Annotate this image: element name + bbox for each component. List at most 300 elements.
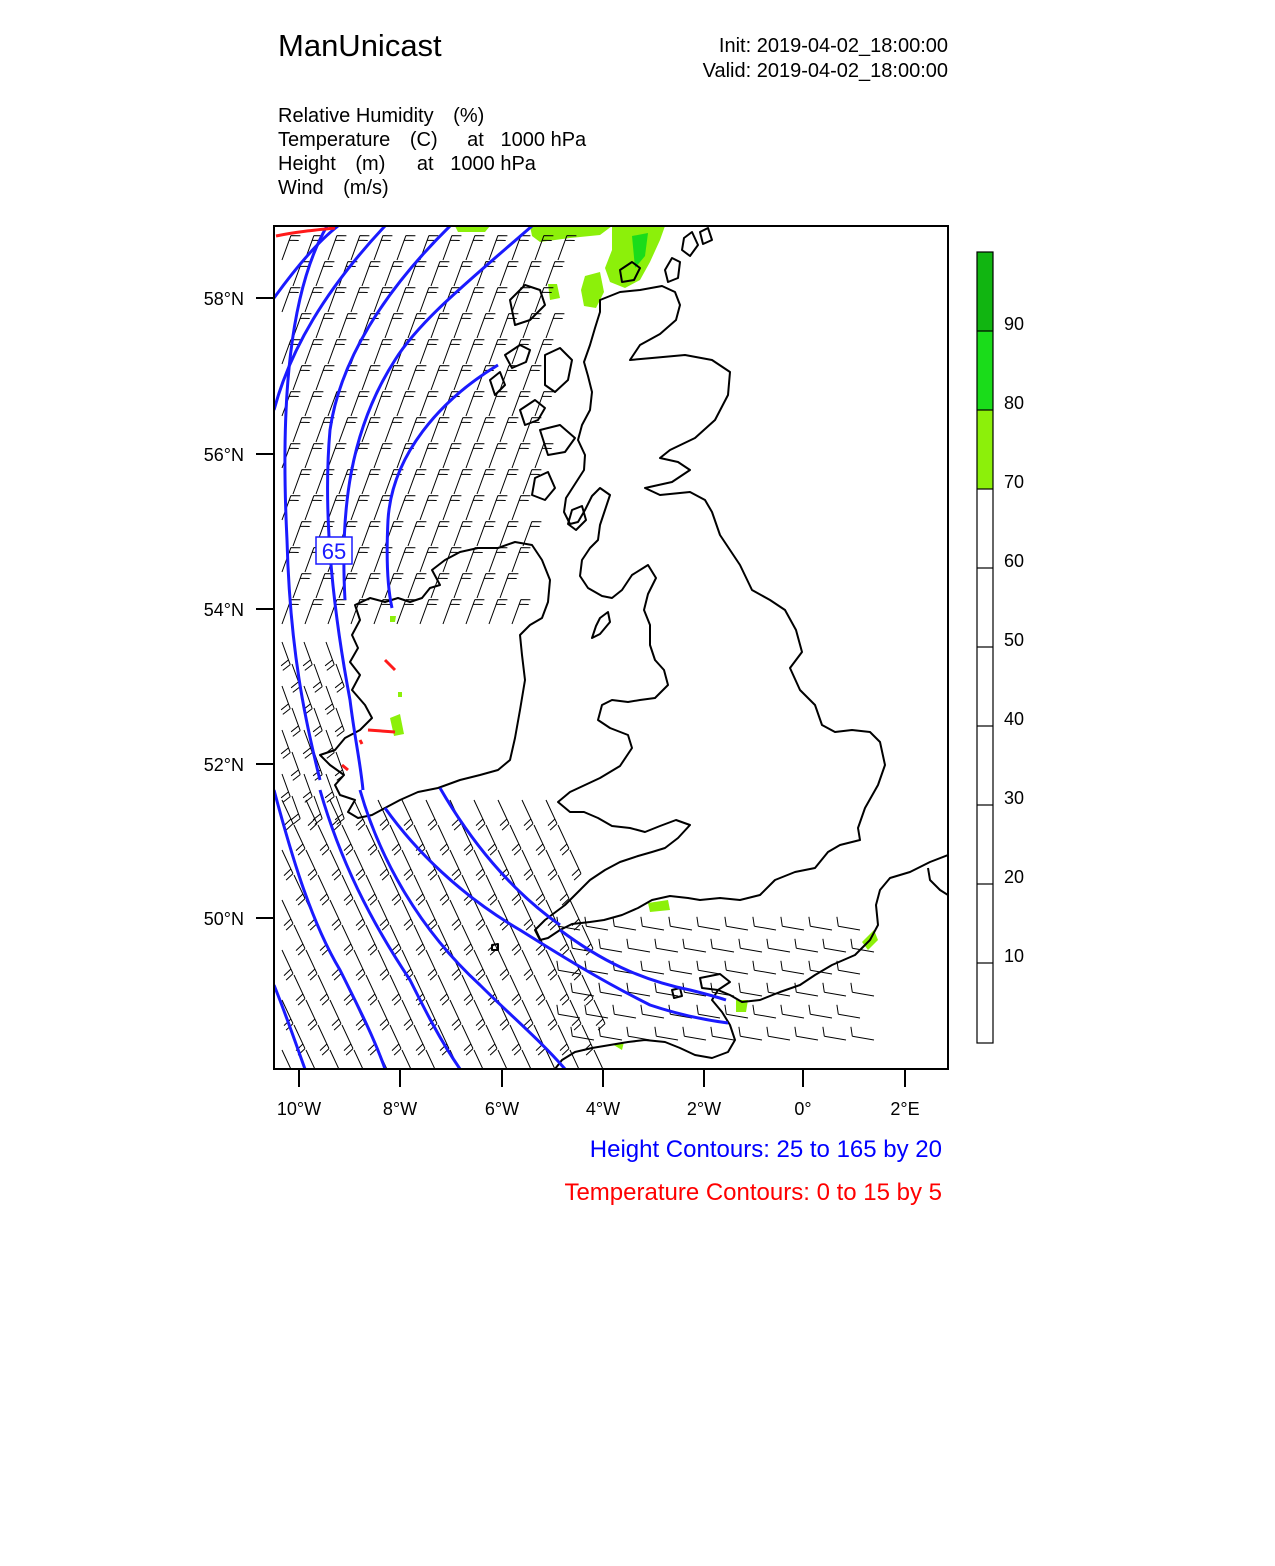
wind-barb [374, 548, 392, 572]
wind-barbs [281, 236, 874, 1081]
wind-barb [535, 392, 553, 416]
wind-barb [378, 800, 389, 830]
wind-barb [390, 825, 401, 855]
wind-barb [655, 939, 678, 952]
wind-barb [366, 975, 377, 1005]
wind-barb [683, 1027, 706, 1040]
wind-barb [306, 1050, 317, 1080]
height-contour-note: Height Contours: 25 to 165 by 20 [589, 1136, 942, 1163]
contour-label-box [316, 537, 352, 564]
colorbar-label: 60 [1004, 551, 1025, 571]
colorbar-label: 30 [1004, 788, 1025, 808]
wind-barb [454, 366, 472, 390]
wind-barb [431, 262, 449, 286]
wind-barb [316, 314, 334, 338]
wind-barb [641, 961, 664, 974]
wind-barb [474, 800, 485, 830]
wind-barb [339, 418, 357, 442]
wind-barb [489, 444, 507, 468]
wind-barb [306, 850, 317, 880]
temperature-contour-note: Temperature Contours: 0 to 15 by 5 [564, 1179, 942, 1206]
temperature-contour [368, 730, 395, 732]
wind-barb [330, 1000, 341, 1030]
wind-barb [431, 418, 449, 442]
wind-barb [339, 314, 357, 338]
wind-barb [378, 950, 389, 980]
wind-barb [739, 939, 762, 952]
wind-barb [466, 392, 484, 416]
wind-barb [426, 950, 437, 980]
wind-barb [486, 825, 497, 855]
wind-barb [500, 262, 518, 286]
wind-barb [450, 1000, 461, 1030]
wind-barb [558, 875, 569, 905]
lat-labels [204, 289, 244, 929]
temperature-contour [385, 660, 395, 670]
wind-barb [316, 262, 334, 286]
wind-barb [303, 642, 312, 670]
wind-barb [402, 850, 413, 880]
wind-barb [339, 262, 357, 286]
wind-barb [325, 642, 334, 670]
wind-barb [426, 800, 437, 830]
wind-barb [697, 917, 720, 930]
wind-barb [613, 917, 636, 930]
wind-barb [443, 444, 461, 468]
wind-barb [498, 1050, 509, 1080]
wind-barb [408, 470, 426, 494]
wind-barb [420, 600, 438, 624]
coastline-shetland [665, 258, 680, 282]
wind-barb [385, 314, 403, 338]
wind-barb [316, 470, 334, 494]
wind-barb [397, 288, 415, 312]
wind-barb [725, 961, 748, 974]
wind-barb [466, 496, 484, 520]
field-unit: (m) [355, 153, 386, 175]
field-name: Relative Humidity [278, 105, 434, 127]
wind-barb [354, 950, 365, 980]
wind-barb [823, 939, 846, 952]
coastline-mull [540, 425, 575, 455]
wind-barb [293, 574, 311, 598]
wind-barb [523, 522, 541, 546]
wind-barb [318, 825, 329, 855]
wind-barb [837, 1005, 860, 1018]
coastline-ireland [320, 542, 550, 818]
wind-barb [362, 522, 380, 546]
wind-barb [374, 236, 392, 260]
wind-barb [466, 548, 484, 572]
wind-barb [318, 1025, 329, 1055]
wind-barb [330, 850, 341, 880]
lon-label: 2°E [890, 1099, 920, 1119]
coastline-scilly [492, 944, 498, 950]
wind-barb [837, 961, 860, 974]
wind-barb [408, 366, 426, 390]
wind-barb [512, 444, 530, 468]
wind-barb [454, 522, 472, 546]
wind-barb [558, 1025, 569, 1055]
wind-barb [282, 950, 293, 980]
wind-barb [328, 496, 346, 520]
wind-barb [282, 548, 300, 572]
wind-barb [318, 875, 329, 905]
lon-label: 6°W [484, 1099, 520, 1119]
wind-barb [431, 470, 449, 494]
wind-barb [711, 939, 734, 952]
wind-barb [454, 262, 472, 286]
wind-barb [351, 392, 369, 416]
wind-barb [438, 975, 449, 1005]
wind-barb [402, 800, 413, 830]
coastlines [320, 228, 948, 1069]
field-name: Height [278, 153, 336, 175]
field-name: Wind [278, 177, 324, 199]
wind-barb [466, 236, 484, 260]
wind-barb [426, 1050, 437, 1080]
wind-barb [305, 392, 323, 416]
wind-barb [351, 496, 369, 520]
wind-barb [558, 975, 569, 1005]
wind-barb [408, 574, 426, 598]
lon-label: 10°W [276, 1099, 322, 1119]
rh-patch-ireland [398, 692, 402, 697]
wind-barb [454, 470, 472, 494]
wind-barb [443, 600, 461, 624]
coastline-france [555, 855, 948, 1069]
wind-barb [510, 975, 521, 1005]
wind-barb [851, 983, 874, 996]
wind-barb [795, 939, 818, 952]
height-contour [387, 365, 498, 608]
wind-barb [466, 288, 484, 312]
temperature-contour [360, 740, 362, 744]
wind-barb [438, 825, 449, 855]
wind-barb [474, 850, 485, 880]
wind-barb [281, 730, 290, 758]
wind-barb [454, 314, 472, 338]
wind-barb [397, 548, 415, 572]
wind-barb [305, 340, 323, 364]
wind-barb [486, 1025, 497, 1055]
wind-barb [489, 496, 507, 520]
contour-label: 65 [321, 539, 347, 564]
wind-barb [420, 444, 438, 468]
wind-barb [500, 574, 518, 598]
wind-barb [342, 825, 353, 855]
wind-barb [809, 1005, 832, 1018]
wind-barb [739, 983, 762, 996]
wind-barb [378, 900, 389, 930]
wind-barb [431, 522, 449, 546]
wind-barb [498, 800, 509, 830]
wind-barb [328, 444, 346, 468]
wind-barb [512, 600, 530, 624]
wind-barb [351, 288, 369, 312]
wind-barb [557, 961, 580, 974]
wind-barb [837, 917, 860, 930]
wind-barb [500, 470, 518, 494]
colorbar-label: 50 [1004, 630, 1025, 650]
wind-barb [512, 496, 530, 520]
wind-barb [781, 917, 804, 930]
wind-barb [585, 917, 608, 930]
wind-barb [281, 774, 290, 802]
colorbar-segment [977, 410, 993, 489]
wind-barb [474, 950, 485, 980]
wind-barb [293, 366, 311, 390]
wind-barb [281, 642, 290, 670]
wind-barb [397, 392, 415, 416]
wind-barb [342, 875, 353, 905]
coastline-man [592, 612, 610, 638]
wind-barb [498, 900, 509, 930]
wind-barb [557, 1005, 580, 1018]
wind-barb [767, 939, 790, 952]
wind-barb [397, 236, 415, 260]
wind-barb [397, 496, 415, 520]
wind-barb [512, 548, 530, 572]
wind-barb [546, 850, 557, 880]
field-unit: (C) [409, 129, 438, 151]
wind-barb [522, 850, 533, 880]
wind-barb [570, 850, 581, 880]
wind-barb [512, 340, 530, 364]
wind-barb [641, 917, 664, 930]
init-time: Init: 2019-04-02_18:00:00 [718, 35, 948, 57]
wind-barb [466, 340, 484, 364]
wind-barb [313, 708, 322, 736]
wind-barb [558, 236, 576, 260]
wind-barb [402, 1050, 413, 1080]
wind-barb [522, 1050, 533, 1080]
lon-label: 2°W [686, 1099, 722, 1119]
wind-barb [477, 418, 495, 442]
wind-barb [450, 900, 461, 930]
wind-barb [420, 392, 438, 416]
wind-barb [523, 262, 541, 286]
wind-barb [512, 288, 530, 312]
colorbar-label: 40 [1004, 709, 1025, 729]
wind-barb [366, 925, 377, 955]
wind-barb [443, 496, 461, 520]
wind-barb [316, 366, 334, 390]
wind-barb [282, 236, 300, 260]
wind-barb [293, 522, 311, 546]
wind-barb [354, 900, 365, 930]
wind-barb [809, 917, 832, 930]
height-contour [560, 930, 726, 1000]
wind-barb [420, 496, 438, 520]
lat-label: 52°N [203, 755, 244, 775]
temperature-contour [342, 765, 348, 770]
map-frame [274, 226, 948, 1069]
field-unit: (m/s) [343, 177, 389, 199]
wind-barb [450, 850, 461, 880]
wind-barb [571, 1027, 594, 1040]
height-contours [274, 226, 728, 1069]
wind-barb [489, 392, 507, 416]
valid-time: Valid: 2019-04-02_18:00:00 [702, 60, 948, 82]
wind-barb [351, 548, 369, 572]
wind-barb [599, 939, 622, 952]
wind-barb [374, 288, 392, 312]
wind-barb [402, 1000, 413, 1030]
wind-barb [362, 574, 380, 598]
wind-barb [466, 444, 484, 468]
wind-barb [420, 288, 438, 312]
coastline-islay [532, 472, 555, 500]
wind-barb [335, 708, 344, 736]
wind-barb [420, 340, 438, 364]
wind-barb [374, 444, 392, 468]
wind-barb [454, 574, 472, 598]
wind-barb [390, 1025, 401, 1055]
wind-barb [683, 939, 706, 952]
wind-barb [325, 730, 334, 758]
wind-barb [753, 1005, 776, 1018]
wind-barb [390, 975, 401, 1005]
wind-barb [354, 850, 365, 880]
wind-barb [613, 1005, 636, 1018]
wind-barb [489, 340, 507, 364]
lat-label: 58°N [203, 289, 244, 309]
wind-barb [522, 900, 533, 930]
colorbar [977, 252, 1024, 1043]
wind-barb [522, 950, 533, 980]
coastline-skye [545, 348, 572, 392]
wind-barb [498, 950, 509, 980]
wind-barb [339, 574, 357, 598]
wind-barb [335, 664, 344, 692]
wind-barb [303, 774, 312, 802]
coastline-shetland [700, 228, 712, 244]
wind-barb [462, 925, 473, 955]
field-level: at 1000 hPa [467, 129, 587, 151]
wind-barb [362, 470, 380, 494]
colorbar-segment [977, 252, 993, 331]
lat-label: 56°N [203, 445, 244, 465]
wind-barb [823, 1027, 846, 1040]
lon-label: 8°W [382, 1099, 418, 1119]
coastline-channel-islands [672, 988, 682, 998]
wind-barb [546, 1000, 557, 1030]
wind-barb [385, 418, 403, 442]
wind-barb [767, 1027, 790, 1040]
wind-barb [366, 825, 377, 855]
wind-barb [293, 470, 311, 494]
wind-barb [354, 1050, 365, 1080]
coastline-arran [568, 506, 586, 530]
wind-barb [305, 496, 323, 520]
wind-barb [293, 418, 311, 442]
wind-barb [362, 366, 380, 390]
wind-barb [669, 961, 692, 974]
wind-barb [325, 686, 334, 714]
wind-barb [414, 925, 425, 955]
wind-barb [330, 900, 341, 930]
colorbar-label: 90 [1004, 314, 1025, 334]
wind-barb [753, 917, 776, 930]
wind-barb [534, 975, 545, 1005]
wind-barb [282, 900, 293, 930]
wind-barb [342, 925, 353, 955]
coastline-hebrides [510, 285, 545, 325]
wind-barb [374, 340, 392, 364]
wind-barb [414, 1025, 425, 1055]
wind-barb [306, 800, 317, 830]
colorbar-label: 80 [1004, 393, 1025, 413]
wind-barb [291, 796, 300, 824]
wind-barb [408, 522, 426, 546]
wind-barb [408, 262, 426, 286]
wind-barb [655, 1027, 678, 1040]
wind-barb [570, 900, 581, 930]
wind-barb [585, 1005, 608, 1018]
wind-barb [397, 600, 415, 624]
wind-barb [328, 236, 346, 260]
wind-barb [477, 314, 495, 338]
wind-barb [477, 522, 495, 546]
wind-barb [627, 939, 650, 952]
wind-barb [534, 825, 545, 855]
map-title: ManUnicast [278, 28, 442, 63]
wind-barb [414, 875, 425, 905]
wind-barb [443, 236, 461, 260]
wind-barb [823, 983, 846, 996]
rh-patch-channel [648, 900, 670, 912]
wind-barb [522, 800, 533, 830]
wind-barb [546, 800, 557, 830]
wind-barb [486, 875, 497, 905]
wind-barb [342, 1025, 353, 1055]
wind-barb [305, 444, 323, 468]
wind-barb [330, 1050, 341, 1080]
coastline-shetland [682, 232, 698, 256]
wind-barb [462, 1025, 473, 1055]
wind-barb [510, 825, 521, 855]
colorbar-label: 70 [1004, 472, 1025, 492]
wind-barb [523, 366, 541, 390]
wind-barb [306, 1000, 317, 1030]
wind-barb [489, 548, 507, 572]
wind-barb [454, 418, 472, 442]
field-name: Temperature [278, 129, 391, 151]
field-unit: (%) [453, 105, 485, 127]
wind-barb [462, 975, 473, 1005]
lat-label: 50°N [203, 909, 244, 929]
wind-barb [306, 950, 317, 980]
wind-barb [474, 1050, 485, 1080]
wind-barb [669, 917, 692, 930]
wind-barb [546, 950, 557, 980]
wind-barb [294, 825, 305, 855]
wind-barb [489, 288, 507, 312]
coastline-wight [700, 974, 730, 990]
wind-barb [739, 1027, 762, 1040]
wind-barb [474, 1000, 485, 1030]
wind-barb [535, 444, 553, 468]
wind-barb [318, 975, 329, 1005]
colorbar-label: 20 [1004, 867, 1025, 887]
height-contour [274, 985, 305, 1069]
wind-barb [753, 961, 776, 974]
wind-barb [443, 340, 461, 364]
wind-barb [851, 1027, 874, 1040]
wind-barb [305, 600, 323, 624]
wind-barb [291, 708, 300, 736]
